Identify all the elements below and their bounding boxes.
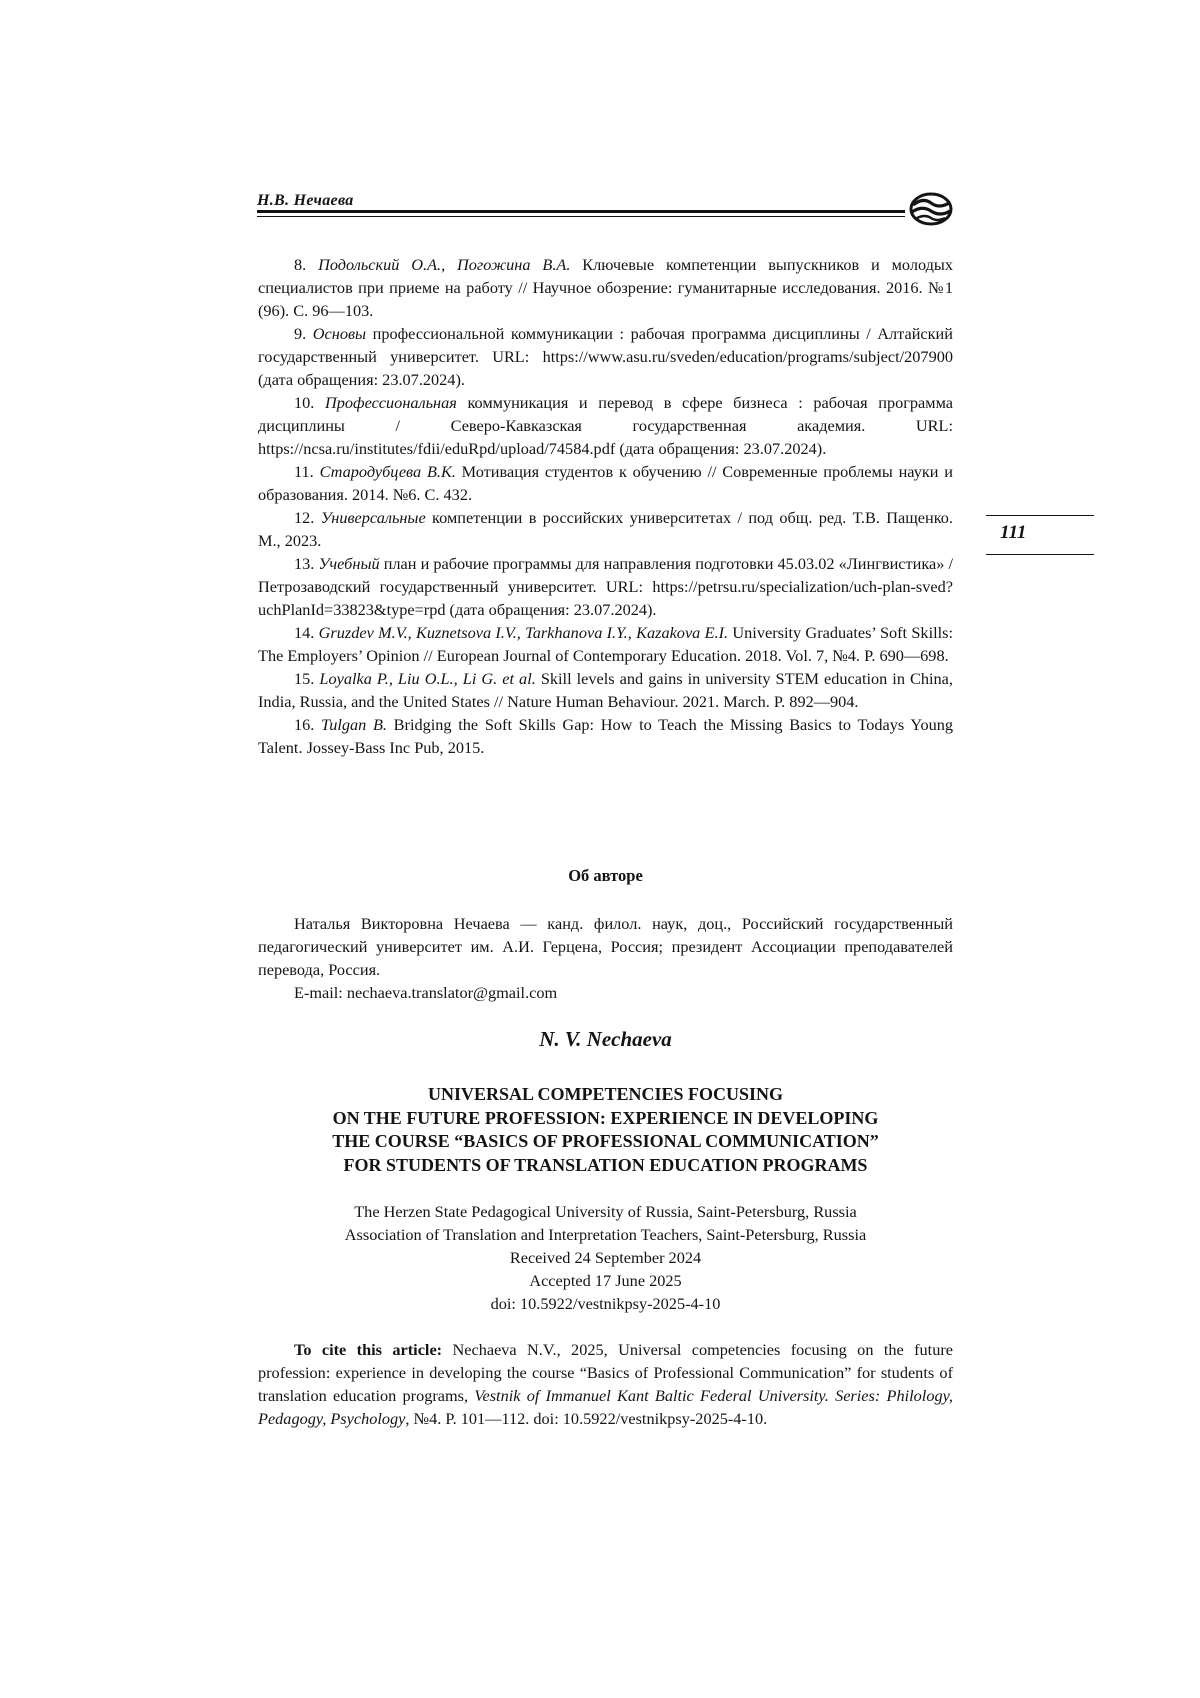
reference-text: коммуникация и перевод в сфере бизнеса : рабочая программа дисциплины / Северо-Кавказская государственная академия. URL: https://ncsa.ru/institutes/fdii/eduRpd/upload/74584.pdf (дата обращения: 23.07.2024).: [258, 393, 953, 458]
reference-number: 8.: [294, 255, 307, 274]
reference-item: [258, 391, 953, 460]
reference-number: 10.: [294, 393, 315, 412]
reference-number: 16.: [294, 715, 315, 734]
references-list: [258, 253, 953, 759]
reference-authors: Профессиональная: [324, 393, 457, 412]
title-line: THE COURSE “BASICS OF PROFESSIONAL COMMUNICATION”: [332, 1131, 879, 1151]
reference-item: [258, 506, 953, 552]
reference-authors: Универсальные: [320, 508, 426, 527]
reference-number: 14.: [294, 623, 315, 642]
page-number: 111: [1000, 522, 1027, 543]
running-author: Н.В. Нечаева: [257, 192, 354, 209]
journal-logo-icon: [909, 192, 953, 226]
reference-authors: Tulgan B.: [321, 715, 387, 734]
title-line: UNIVERSAL COMPETENCIES FOCUSING: [427, 1084, 784, 1104]
reference-text: Мотивация студентов к обучению // Современные проблемы науки и образования. 2014. №6. С. 432.: [258, 462, 953, 504]
article-metadata: [258, 1200, 953, 1315]
received-date: Received 24 September 2024: [509, 1248, 702, 1267]
title-line: FOR STUDENTS OF TRANSLATION EDUCATION PROGRAMS: [343, 1154, 868, 1175]
page-number-box: [986, 515, 1094, 555]
about-author-heading: Об авторе: [568, 866, 643, 885]
about-author-section: [258, 912, 953, 1004]
reference-authors: Стародубцева В.К.: [319, 462, 456, 481]
reference-item: [258, 460, 953, 506]
doi: doi: 10.5922/vestnikpsy-2025-4-10: [490, 1294, 721, 1313]
reference-authors: Учебный: [318, 554, 380, 573]
title-line: ON THE FUTURE PROFESSION: EXPERIENCE IN DEVELOPING: [332, 1107, 879, 1128]
accepted-date: Accepted 17 June 2025: [529, 1271, 682, 1290]
citation-text: Nechaeva N.V., 2025, Universal competencies focusing on the future profession: experience in developing the course “Basics of Professional Communication” for students of translation education programs,: [258, 1340, 953, 1405]
author-email: E-mail: nechaeva.translator@gmail.com: [294, 983, 558, 1002]
english-article-title: [258, 1083, 953, 1177]
reference-item: [258, 552, 953, 621]
reference-text: профессиональной коммуникации : рабочая программа дисциплины / Алтайский государственный университет. URL: https://www.asu.ru/sveden/education/programs/subject/207900 (дата обращения: 23.07.2024).: [258, 324, 953, 389]
affiliation: Association of Translation and Interpretation Teachers, Saint-Petersburg, Russia: [344, 1225, 867, 1244]
english-author-name: N. V. Nechaeva: [539, 1027, 672, 1051]
reference-item: [258, 322, 953, 391]
reference-authors: Loyalka P., Liu O.L., Li G. et al.: [319, 669, 536, 688]
author-bio: Наталья Викторовна Нечаева — канд. филол. наук, доц., Российский государственный педагогический университет им. А.И. Герцена, Россия; президент Ассоциации преподавателей перевода, Россия.: [258, 914, 953, 979]
reference-number: 9.: [294, 324, 307, 343]
citation-label: To cite this article:: [294, 1340, 443, 1359]
header-rule-thick: [257, 210, 905, 213]
running-header: [257, 186, 955, 228]
citation-end: , №4. P. 101—112. doi: 10.5922/vestnikpsy-2025-4-10.: [405, 1409, 768, 1428]
reference-text: University Graduates’ Soft Skills: The Employers’ Opinion // European Journal of Contemporary Education. 2018. Vol. 7, №4. P. 690—698.: [258, 623, 953, 665]
reference-text: Skill levels and gains in university STEM education in China, India, Russia, and the United States // Nature Human Behaviour. 2021. March. P. 892—904.: [258, 669, 953, 711]
reference-text: Bridging the Soft Skills Gap: How to Teach the Missing Basics to Todays Young Talent. Jossey-Bass Inc Pub, 2015.: [258, 715, 954, 757]
reference-item: [258, 713, 953, 759]
reference-text: Ключевые компетенции выпускников и молодых специалистов при приеме на работу // Научное обозрение: гуманитарные исследования. 2016. №1 (96). С. 96—103.: [258, 255, 953, 320]
reference-authors: Основы: [312, 324, 367, 343]
reference-number: 12.: [294, 508, 315, 527]
reference-item: [258, 667, 953, 713]
reference-number: 13.: [294, 554, 315, 573]
affiliation: The Herzen State Pedagogical University of Russia, Saint-Petersburg, Russia: [354, 1202, 857, 1221]
header-rule-thin: [257, 216, 905, 217]
reference-number: 11.: [294, 462, 314, 481]
reference-authors: Подольский О.А., Погожина В.А.: [318, 255, 571, 274]
reference-number: 15.: [294, 669, 315, 688]
citation-journal: Vestnik of Immanuel Kant Baltic Federal University. Series: Philology, Pedagogy, Psychology: [258, 1386, 954, 1428]
reference-item: [258, 253, 953, 322]
reference-text: компетенции в российских университетах / под общ. ред. Т.В. Пащенко. М., 2023.: [258, 508, 953, 550]
reference-text: план и рабочие программы для направления подготовки 45.03.02 «Лингвистика» / Петрозаводский государственный университет. URL: https://petrsu.ru/specialization/uch-plan-sved?uchPlanId=33823&type=rpd (дата обращения: 23.07.2024).: [258, 554, 953, 619]
citation-block: [258, 1338, 953, 1430]
reference-item: [258, 621, 953, 667]
reference-authors: Gruzdev M.V., Kuznetsova I.V., Tarkhanova I.Y., Kazakova E.I.: [318, 623, 729, 642]
